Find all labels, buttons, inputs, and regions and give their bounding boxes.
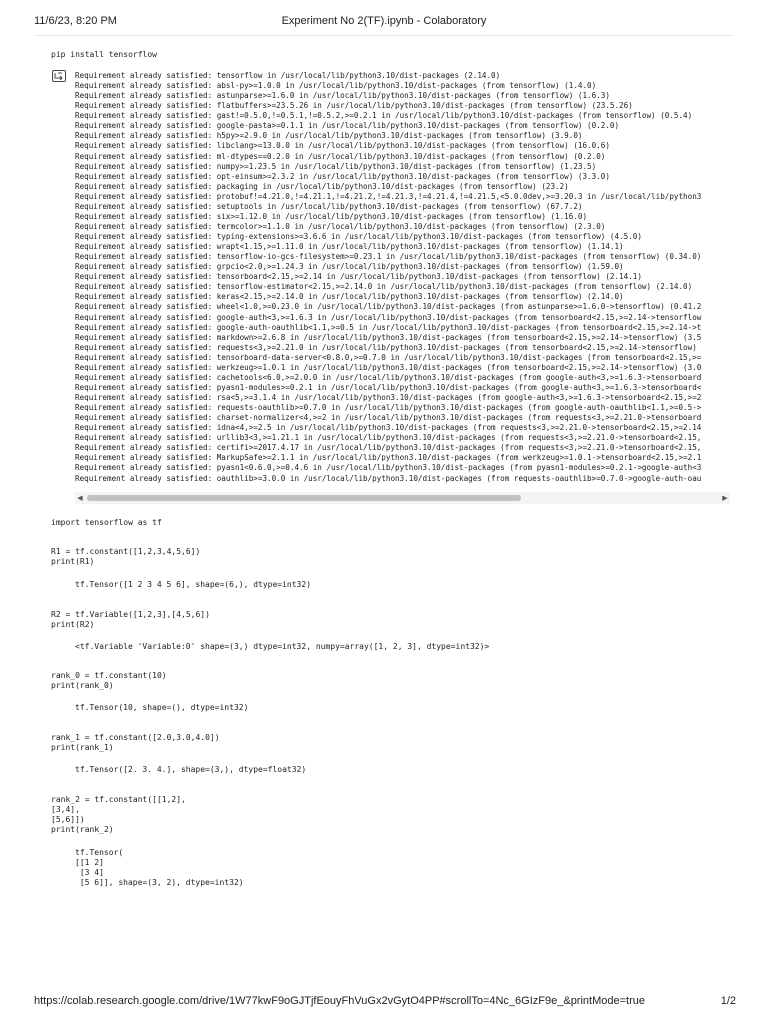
output-line: Requirement already satisfied: urllib3<3,>=1.21.1 in /usr/local/lib/python3.10/dist-packages (from requests<3,>=2.21.0->tensorboard<2.15, — [75, 433, 702, 443]
output-line: Requirement already satisfied: certifi>=2017.4.17 in /usr/local/lib/python3.10/dist-packages (from requests<3,>=2.21.0->tensorboard<2.15, — [75, 443, 702, 453]
code-cell-rank0[interactable]: rank_0 = tf.constant(10) print(rank_0) — [51, 671, 167, 690]
output-line: Requirement already satisfied: tensorboard<2.15,>=2.14 in /usr/local/lib/python3.10/dist-packages (from tensorflow) (2.14.1) — [75, 272, 642, 282]
chevron-right-icon[interactable]: ▶ — [722, 494, 728, 502]
output-line: Requirement already satisfied: google-pasta>=0.1.1 in /usr/local/lib/python3.10/dist-packages (from tensorflow) (0.2.0) — [75, 121, 620, 131]
output-line: Requirement already satisfied: grpcio<2.0,>=1.24.3 in /usr/local/lib/python3.10/dist-packages (from tensorflow) (1.59.0) — [75, 262, 624, 272]
code-cell-rank2[interactable]: rank_2 = tf.constant([[1,2], [3,4], [5,6]]) print(rank_2) — [51, 795, 186, 834]
output-line: Requirement already satisfied: packaging in /usr/local/lib/python3.10/dist-packages (from tensorflow) (23.2) — [75, 181, 569, 191]
print-datetime: 11/6/23, 8:20 PM — [34, 15, 117, 27]
output-rank0: tf.Tensor(10, shape=(), dtype=int32) — [75, 703, 249, 712]
code-cell-import[interactable]: import tensorflow as tf — [51, 518, 162, 527]
output-line: Requirement already satisfied: typing-extensions>=3.6.6 in /usr/local/lib/python3.10/dist-packages (from tensorflow) (4.5.0) — [75, 232, 642, 241]
output-r1: tf.Tensor([1 2 3 4 5 6], shape=(6,), dtype=int32) — [75, 580, 312, 589]
output-line: Requirement already satisfied: six>=1.12.0 in /usr/local/lib/python3.10/dist-packages (from tensorflow) (1.16.0) — [75, 211, 588, 221]
output-line: Requirement already satisfied: rsa<5,>=3.1.4 in /usr/local/lib/python3.10/dist-packages (from google-auth<3,>=1.6.3->tensorboard<2.15,>=2 — [75, 393, 702, 402]
output-line: Requirement already satisfied: h5py>=2.9.0 in /usr/local/lib/python3.10/dist-packages (from tensorflow) (3.9.0) — [75, 131, 583, 141]
output-line: Requirement already satisfied: oauthlib>=3.0.0 in /usr/local/lib/python3.10/dist-packages (from requests-oauthlib>=0.7.0->google-auth-oau — [75, 473, 702, 483]
scrollbar-thumb[interactable] — [87, 495, 521, 501]
output-line: Requirement already satisfied: opt-einsum>=2.3.2 in /usr/local/lib/python3.10/dist-packages (from tensorflow) (3.3.0) — [75, 171, 610, 181]
page-number: 1/2 — [720, 995, 736, 1007]
output-line: Requirement already satisfied: idna<4,>=2.5 in /usr/local/lib/python3.10/dist-packages (from requests<3,>=2.21.0->tensorboard<2.15,>=2.14 — [75, 423, 702, 433]
output-line: Requirement already satisfied: keras<2.15,>=2.14.0 in /usr/local/lib/python3.10/dist-packages (from tensorflow) (2.14.0) — [75, 292, 624, 302]
output-line: Requirement already satisfied: numpy>=1.23.5 in /usr/local/lib/python3.10/dist-packages (from tensorflow) (1.23.5) — [75, 161, 597, 171]
output-line: Requirement already satisfied: tensorflow-estimator<2.15,>=2.14.0 in /usr/local/lib/python3.10/dist-packages (from tensorflow) (2.14.0) — [75, 282, 693, 292]
output-line: Requirement already satisfied: libclang>=13.0.0 in /usr/local/lib/python3.10/dist-packages (from tensorflow) (16.0.6) — [75, 141, 610, 151]
page-url: https://colab.research.google.com/drive/1W77kwF9oGJTjfEouyFhVuGx2vGytO4PP#scrollTo=4Nc_6GIzF9e_&printMode=true — [34, 995, 645, 1007]
code-cell-rank1[interactable]: rank_1 = tf.constant([2.0,3.0,4.0]) print(rank_1) — [51, 733, 220, 752]
pip-output-area[interactable] — [75, 71, 730, 489]
header-divider — [34, 35, 734, 36]
output-line: Requirement already satisfied: absl-py>=1.0.0 in /usr/local/lib/python3.10/dist-packages (from tensorflow) (1.4.0) — [75, 81, 597, 91]
output-line: Requirement already satisfied: tensorflow in /usr/local/lib/python3.10/dist-packages (2.14.0) — [75, 71, 501, 80]
output-line: Requirement already satisfied: markdown>=2.6.8 in /usr/local/lib/python3.10/dist-packages (from tensorboard<2.15,>=2.14->tensorflow) (3.5 — [75, 332, 702, 342]
page-title: Experiment No 2(TF).ipynb - Colaboratory — [281, 15, 487, 27]
code-cell-r1[interactable]: R1 = tf.constant([1,2,3,4,5,6]) print(R1) — [51, 547, 201, 566]
output-line: Requirement already satisfied: setuptools in /usr/local/lib/python3.10/dist-packages (from tensorflow) (67.7.2) — [75, 201, 583, 211]
output-line: Requirement already satisfied: tensorboard-data-server<0.8.0,>=0.7.0 in /usr/local/lib/python3.10/dist-packages (from tensorboard<2.15,>= — [75, 352, 702, 362]
output-line: Requirement already satisfied: flatbuffers>=23.5.26 in /usr/local/lib/python3.10/dist-packages (from tensorflow) (23.5.26) — [75, 101, 633, 111]
output-line: Requirement already satisfied: pyasn1-modules>=0.2.1 in /usr/local/lib/python3.10/dist-packages (from google-auth<3,>=1.6.3->tensorboard< — [75, 382, 702, 392]
output-line: Requirement already satisfied: MarkupSafe>=2.1.1 in /usr/local/lib/python3.10/dist-packages (from werkzeug>=1.0.1->tensorboard<2.15,>=2.1 — [75, 453, 702, 463]
chevron-left-icon[interactable]: ◀ — [77, 494, 83, 502]
horizontal-scrollbar[interactable] — [75, 492, 730, 504]
output-line: Requirement already satisfied: cachetools<6.0,>=2.0.0 in /usr/local/lib/python3.10/dist-packages (from google-auth<3,>=1.6.3->tensorboard — [75, 372, 702, 382]
output-line: Requirement already satisfied: protobuf!=4.21.0,!=4.21.1,!=4.21.2,!=4.21.3,!=4.21.4,!=4.21.5,<5.0.0dev,>=3.20.3 in /usr/local/lib/python3 — [75, 191, 702, 201]
output-line: Requirement already satisfied: tensorflow-io-gcs-filesystem>=0.23.1 in /usr/local/lib/python3.10/dist-packages (from tensorflow) (0.34.0) — [75, 252, 702, 262]
output-line: Requirement already satisfied: termcolor>=1.1.0 in /usr/local/lib/python3.10/dist-packages (from tensorflow) (2.3.0) — [75, 221, 606, 231]
print-header — [0, 15, 768, 31]
print-footer — [0, 995, 768, 1011]
output-line: Requirement already satisfied: google-auth-oauthlib<1.1,>=0.5 in /usr/local/lib/python3.10/dist-packages (from tensorboard<2.15,>=2.14->t — [75, 322, 702, 332]
output-line: Requirement already satisfied: wheel<1.0,>=0.23.0 in /usr/local/lib/python3.10/dist-packages (from astunparse>=1.6.0->tensorflow) (0.41.2 — [75, 302, 702, 312]
output-rank2: tf.Tensor( [[1 2] [3 4] [5 6]], shape=(3, 2), dtype=int32) — [75, 848, 244, 887]
output-line: Requirement already satisfied: ml-dtypes==0.2.0 in /usr/local/lib/python3.10/dist-packages (from tensorflow) (0.2.0) — [75, 151, 606, 161]
output-line: Requirement already satisfied: werkzeug>=1.0.1 in /usr/local/lib/python3.10/dist-packages (from tensorboard<2.15,>=2.14->tensorflow) (3.0 — [75, 362, 702, 372]
code-cell-pip-install[interactable]: pip install tensorflow — [51, 50, 157, 59]
output-line: Requirement already satisfied: charset-normalizer<4,>=2 in /usr/local/lib/python3.10/dist-packages (from requests<3,>=2.21.0->tensorboard — [75, 413, 702, 423]
output-arrow-icon[interactable] — [52, 70, 66, 82]
output-rank1: tf.Tensor([2. 3. 4.], shape=(3,), dtype=float32) — [75, 765, 307, 774]
output-line: Requirement already satisfied: google-auth<3,>=1.6.3 in /usr/local/lib/python3.10/dist-packages (from tensorboard<2.15,>=2.14->tensorflow — [75, 312, 702, 322]
output-line: Requirement already satisfied: astunparse>=1.6.0 in /usr/local/lib/python3.10/dist-packages (from tensorflow) (1.6.3) — [75, 91, 610, 101]
output-line: Requirement already satisfied: wrapt<1.15,>=1.11.0 in /usr/local/lib/python3.10/dist-packages (from tensorflow) (1.14.1) — [75, 242, 624, 252]
pip-output-text — [75, 71, 730, 484]
output-line: Requirement already satisfied: pyasn1<0.6.0,>=0.4.6 in /usr/local/lib/python3.10/dist-packages (from pyasn1-modules>=0.2.1->google-auth<3 — [75, 463, 702, 473]
output-line: Requirement already satisfied: gast!=0.5.0,!=0.5.1,!=0.5.2,>=0.2.1 in /usr/local/lib/python3.10/dist-packages (from tensorflow) (0.5.4) — [75, 111, 693, 121]
output-line: Requirement already satisfied: requests<3,>=2.21.0 in /usr/local/lib/python3.10/dist-packages (from tensorboard<2.15,>=2.14->tensorflow) — [75, 342, 697, 352]
code-cell-r2[interactable]: R2 = tf.Variable([1,2,3],[4,5,6]) print(R2) — [51, 610, 210, 629]
output-line: Requirement already satisfied: requests-oauthlib>=0.7.0 in /usr/local/lib/python3.10/dist-packages (from google-auth-oauthlib<1.1,>=0.5-> — [75, 403, 702, 413]
output-r2: <tf.Variable 'Variable:0' shape=(3,) dtype=int32, numpy=array([1, 2, 3], dtype=int32)> — [75, 642, 490, 651]
